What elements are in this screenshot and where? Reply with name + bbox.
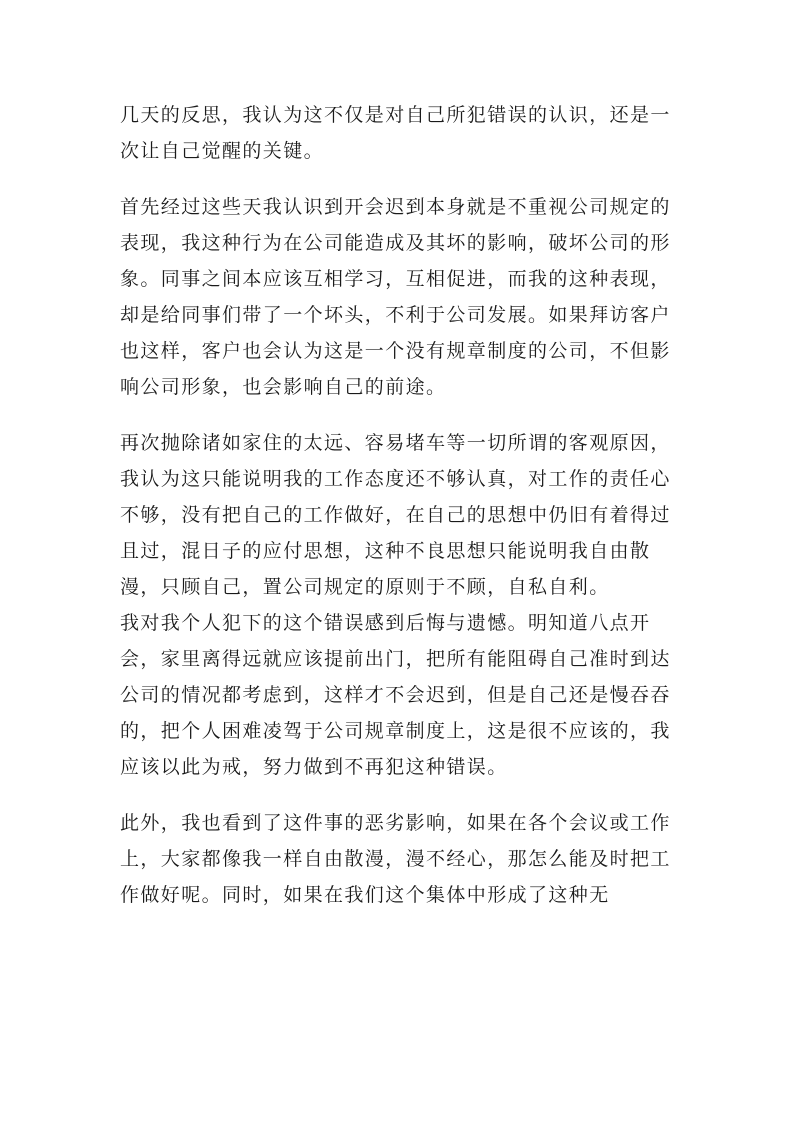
paragraph-consequences: 此外，我也看到了这件事的恶劣影响，如果在各个会议或工作上，大家都像我一样自由散漫，漫不经心，那怎么能及时把工作做好呢。同时，如果在我们这个集体中形成了这种无	[120, 812, 671, 906]
paragraph-reflection-intro: 几天的反思，我认为这不仅是对自己所犯错误的认识，还是一次让自己觉醒的关键。	[120, 104, 671, 162]
paragraph-regret: 我对我个人犯下的这个错误感到后悔与遗憾。明知道八点开会，家里离得远就应该提前出门，把所有能阻碍自己准时到达公司的情况都考虑到，这样才不会迟到，但是自己还是慢吞吞的，把个人困难凌驾于公司规章制度上，这是很不应该的，我应该以此为戒，努力做到不再犯这种错误。	[120, 612, 671, 778]
document-body	[120, 97, 680, 933]
paragraph-company-rules: 首先经过这些天我认识到开会迟到本身就是不重视公司规定的表现，我这种行为在公司能造成及其坏的影响，破坏公司的形象。同事之间本应该互相学习，互相促进，而我的这种表现，却是给同事们带了一个坏头，不利于公司发展。如果拜访客户也这样，客户也会认为这是一个没有规章制度的公司，不但影响公司形象，也会影响自己的前途。	[120, 196, 671, 398]
paragraph-excuses: 再次抛除诸如家住的太远、容易堵车等一切所谓的客观原因，我认为这只能说明我的工作态度还不够认真，对工作的责任心不够，没有把自己的工作做好，在自己的思想中仍旧有着得过且过，混日子的应付思想，这种不良思想只能说明我自由散漫，只顾自己，置公司规定的原则于不顾，自私自利。	[120, 432, 671, 598]
